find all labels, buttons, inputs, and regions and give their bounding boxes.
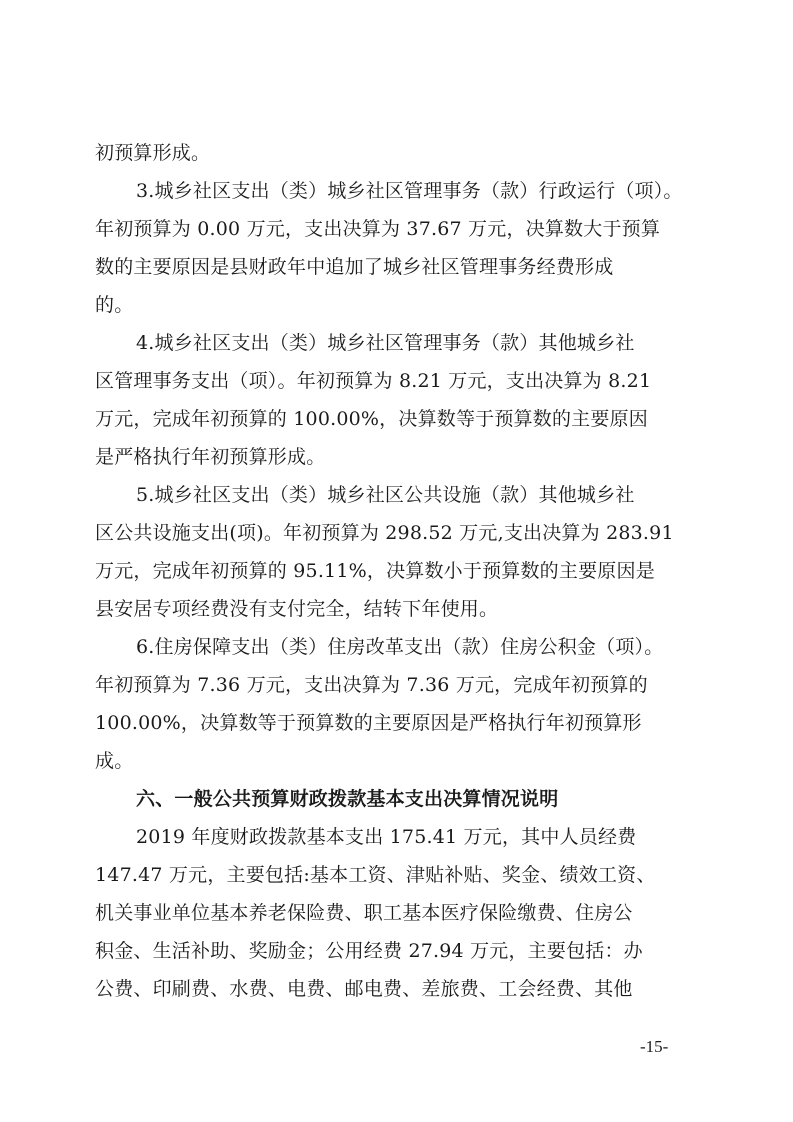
paragraph-line: 4.城乡社区支出（类）城乡社区管理事务（款）其他城乡社 xyxy=(136,332,635,354)
paragraph-line: 3.城乡社区支出（类）城乡社区管理事务（款）行政运行（项）。 xyxy=(136,180,683,202)
paragraph-line: 5.城乡社区支出（类）城乡社区公共设施（款）其他城乡社 xyxy=(136,484,635,506)
paragraph-line: 6.住房保障支出（类）住房改革支出（款）住房公积金（项）。 xyxy=(136,636,664,658)
paragraph-line: 区公共设施支出(项)。年初预算为 298.52 万元,支出决算为 283.91 xyxy=(95,522,674,544)
paragraph-line: 公费、印刷费、水费、电费、邮电费、差旅费、工会经费、其他 xyxy=(95,978,633,1000)
paragraph-line: 是严格执行年初预算形成。 xyxy=(95,446,326,468)
paragraph-line: 机关事业单位基本养老保险费、职工基本医疗保险缴费、住房公 xyxy=(95,902,633,924)
paragraph-line: 2019 年度财政拨款基本支出 175.41 万元，其中人员经费 xyxy=(136,826,637,848)
paragraph-line: 年初预算为 7.36 万元，支出决算为 7.36 万元，完成年初预算的 xyxy=(95,674,648,696)
paragraph-line: 的。 xyxy=(95,294,134,316)
paragraph-line: 区管理事务支出（项）。年初预算为 8.21 万元，支出决算为 8.21 xyxy=(95,370,652,392)
paragraph-line: 初预算形成。 xyxy=(95,142,211,164)
paragraph-line: 万元，完成年初预算的 95.11%，决算数小于预算数的主要原因是 xyxy=(95,560,655,582)
paragraph-line: 县安居专项经费没有支付完全，结转下年使用。 xyxy=(95,598,499,620)
section-heading: 六、一般公共预算财政拨款基本支出决算情况说明 xyxy=(136,788,559,810)
paragraph-line: 成。 xyxy=(95,750,134,772)
paragraph-line: 万元，完成年初预算的 100.00%，决算数等于预算数的主要原因 xyxy=(95,408,648,430)
page-number: -15- xyxy=(640,1037,669,1056)
paragraph-line: 147.47 万元，主要包括:基本工资、津贴补贴、奖金、绩效工资、 xyxy=(95,864,656,886)
paragraph-line: 年初预算为 0.00 万元，支出决算为 37.67 万元，决算数大于预算 xyxy=(95,218,661,240)
paragraph-line: 积金、生活补助、奖励金；公用经费 27.94 万元，主要包括：办 xyxy=(95,940,643,962)
paragraph-line: 100.00%，决算数等于预算数的主要原因是严格执行年初预算形 xyxy=(95,712,642,734)
paragraph-line: 数的主要原因是县财政年中追加了城乡社区管理事务经费形成 xyxy=(95,256,614,278)
